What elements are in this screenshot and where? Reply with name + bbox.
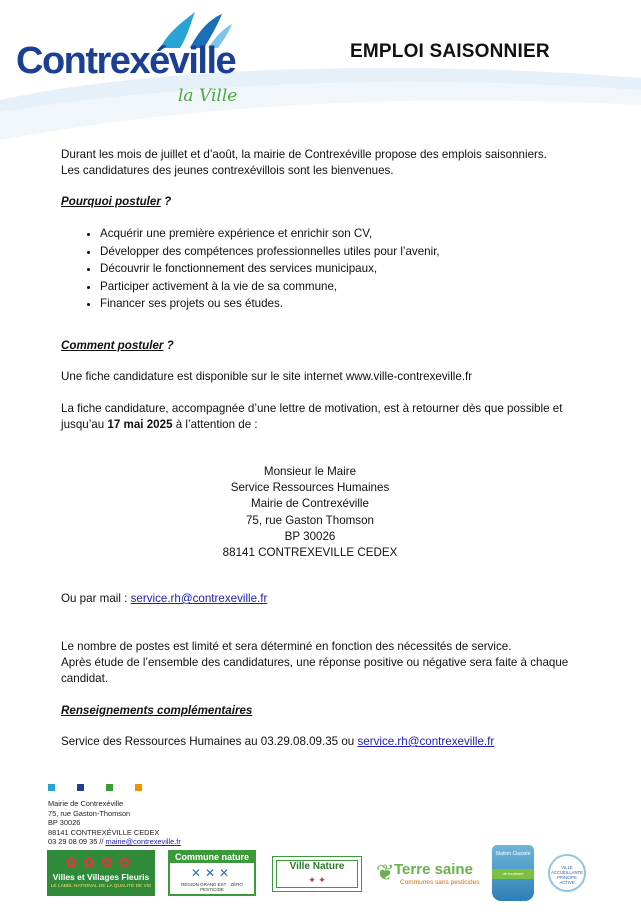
round-label-badge: VILLE ACCUEILLANTE PRINCIPE ACTIVE	[548, 854, 586, 892]
logo-tagline: la Ville	[178, 86, 238, 106]
logo	[10, 10, 260, 110]
list-item: • Acquérir une première expérience et enrichir son CV,	[100, 225, 440, 243]
intro-line: Durant les mois de juillet et d’août, la mairie de Contrexéville propose des emplois saisonniers.	[61, 148, 547, 161]
ladybug-icon: ✦ ✦	[308, 875, 326, 885]
villes-fleuris-badge: ✿✿✿✿ Villes et Villages Fleuris LE LABEL NATIONAL DE LA QUALITÉ DE VIE	[47, 850, 155, 896]
list-item: • Participer activement à la vie de sa commune,	[100, 278, 440, 296]
ville-nature-badge: Ville Nature ✦ ✦	[272, 856, 362, 892]
email-link[interactable]: service.rh@contrexeville.fr	[130, 592, 268, 605]
list-item: • Financer ses projets ou ses études.	[100, 295, 440, 313]
color-square	[48, 784, 55, 791]
deadline-date: 17 mai 2025	[107, 418, 173, 431]
commune-nature-badge: Commune nature ✕✕✕ RÉGION GRAND EST · ZÉRO PESTICIDE	[168, 850, 256, 896]
why-list	[80, 225, 440, 313]
color-square	[77, 784, 84, 791]
color-square	[135, 784, 142, 791]
station-classee-badge: Station Classée de tourisme	[492, 845, 534, 901]
postal-address: Monsieur le Maire Service Ressources Humaines Mairie de Contrexéville 75, rue Gaston Thomson BP 30026 88141 CONTREXEVILLE CEDEX	[222, 465, 398, 560]
mail-line: Ou par mail : service.rh@contrexeville.fr	[61, 592, 268, 605]
footer-address: Mairie de Contrexéville 75, rue Gaston-Thomson BP 30026 88141 CONTREXÉVILLE CEDEX 03 29 08 09 35 // mairie@contrexeville.fr	[48, 799, 181, 847]
color-square	[106, 784, 113, 791]
page-title: EMPLOI SAISONNIER	[350, 41, 550, 62]
email-link[interactable]: service.rh@contrexeville.fr	[357, 735, 495, 748]
list-item: • Développer des compétences professionnelles utiles pour l’avenir,	[100, 243, 440, 261]
footer-email-link[interactable]: mairie@contrexeville.fr	[105, 837, 181, 847]
why-heading: Pourquoi postuler ?	[61, 195, 172, 208]
how-deadline-paragraph: La fiche candidature, accompagnée d’une lettre de motivation, est à retourner dès que possible et jusqu’au 17 mai 2025 à l’attention de :	[61, 402, 563, 431]
logo-wordmark: Contrexéville	[16, 40, 236, 82]
info-heading: Renseignements complémentaires	[61, 704, 253, 717]
info-line: Service des Ressources Humaines au 03.29.08.09.35 ou service.rh@contrexeville.fr	[61, 735, 495, 748]
terre-saine-badge: ❦ Terre saine Communes sans pesticides	[376, 860, 480, 886]
how-website-line: Une fiche candidature est disponible sur le site internet www.ville-contrexeville.fr	[61, 370, 473, 383]
flower-icon: ✿✿✿✿	[65, 854, 137, 870]
dragonfly-icon: ✕✕✕	[190, 866, 234, 880]
limits-paragraph: Le nombre de postes est limité et sera déterminé en fonction des nécessités de service. Après étude de l’ensemble des candidatures, une réponse positive ou négative sera faite à chaque candidat.	[61, 640, 569, 685]
how-heading: Comment postuler ?	[61, 339, 174, 352]
leaf-icon: ❦	[376, 860, 395, 885]
intro-paragraph	[61, 147, 547, 179]
intro-line: Les candidatures des jeunes contrexévillois sont les bienvenues.	[61, 164, 394, 177]
list-item: • Découvrir le fonctionnement des services municipaux,	[100, 260, 440, 278]
